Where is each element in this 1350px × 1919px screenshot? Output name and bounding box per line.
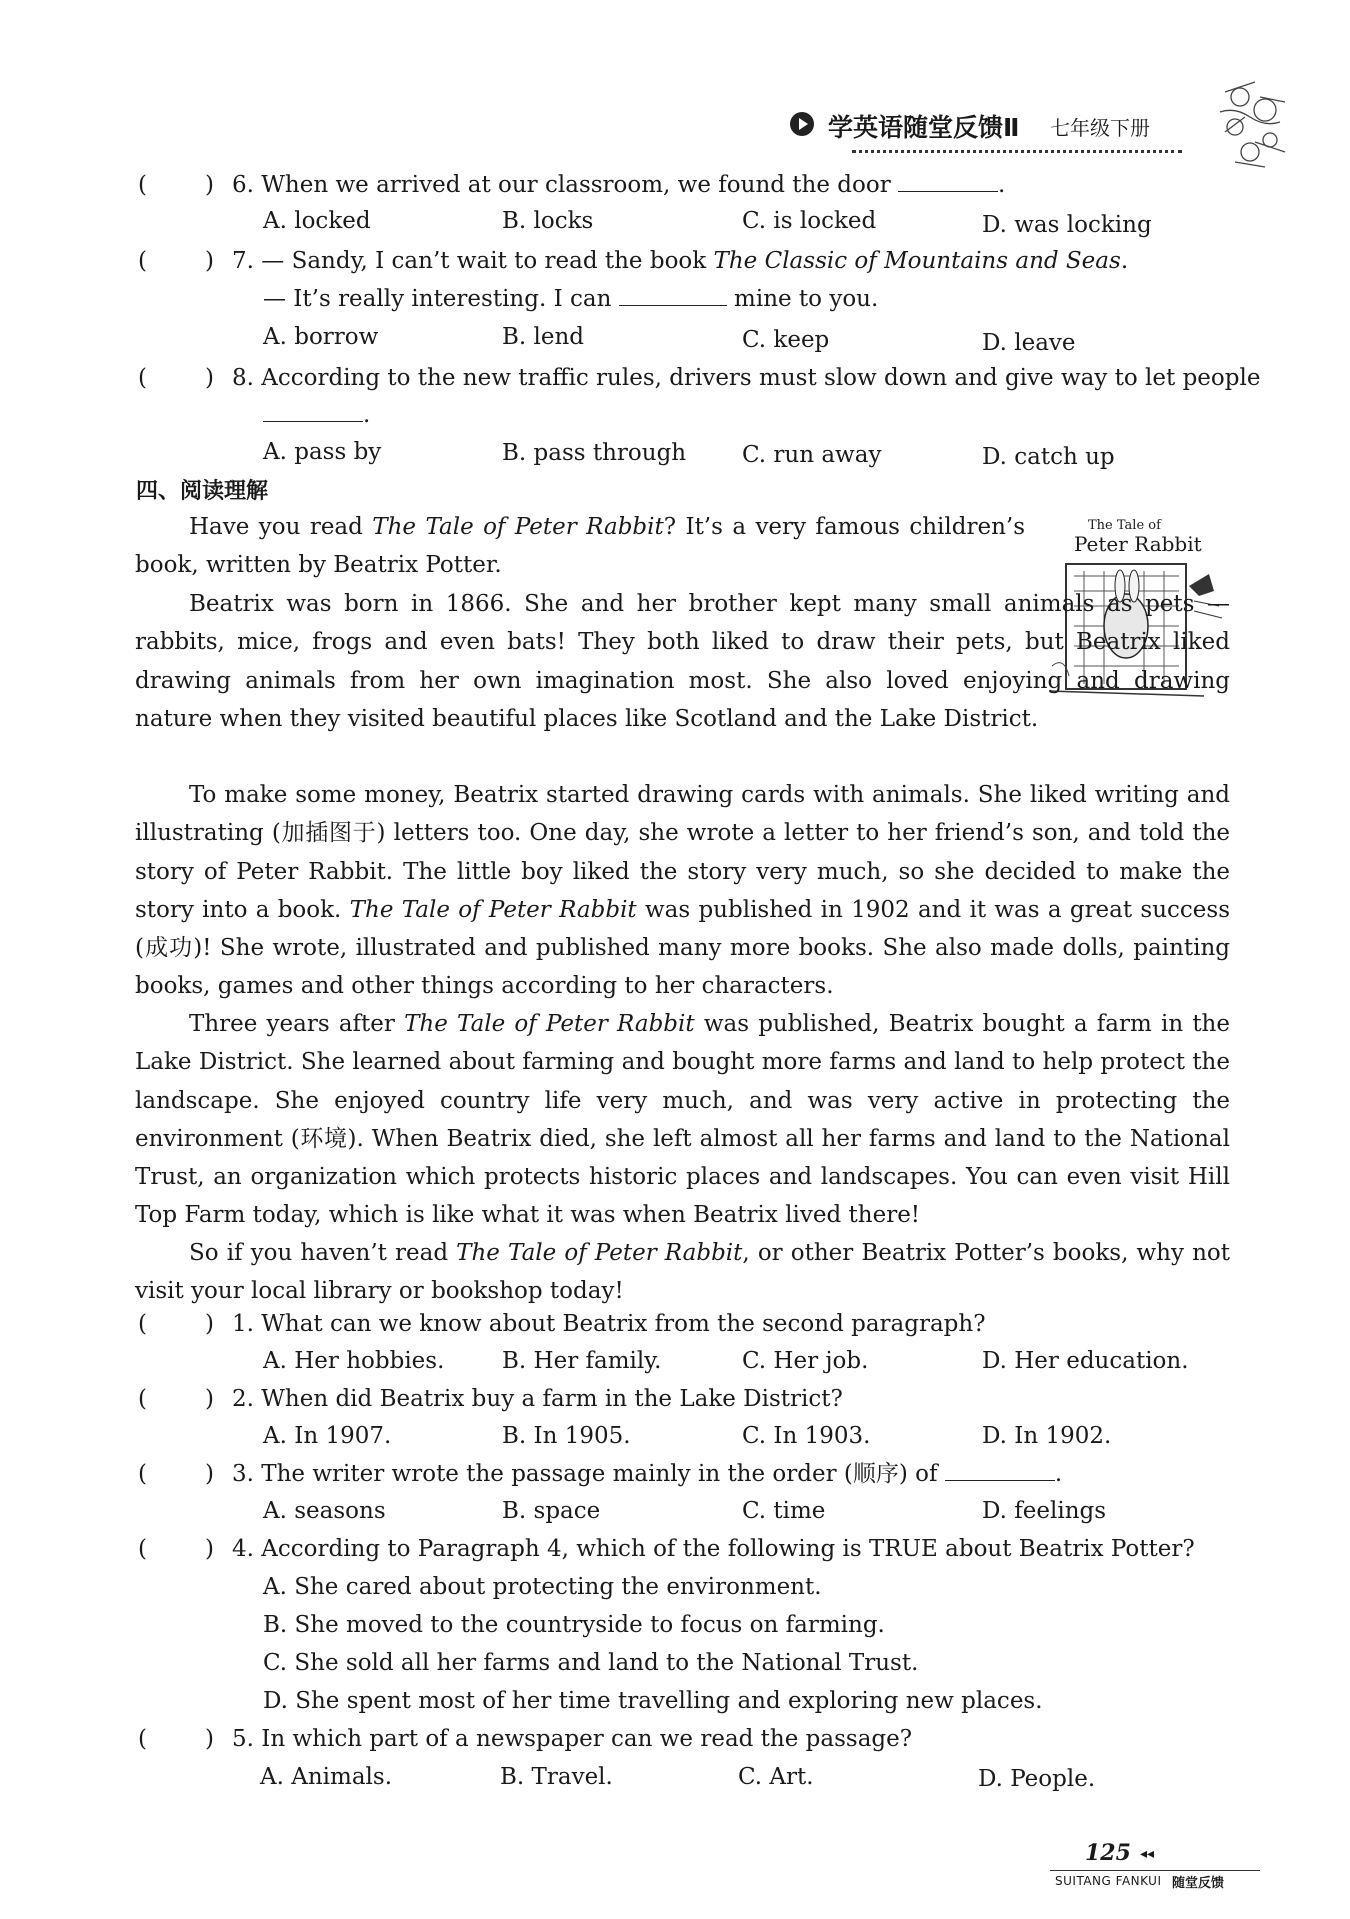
answer-paren[interactable]: (: [138, 1461, 147, 1487]
option-c[interactable]: C. keep: [742, 327, 830, 353]
p1-text-rest: ? It’s a very famous children’s book, written by Beatrix Potter.: [135, 514, 1025, 579]
book-title: The Classic of Mountains and Seas: [713, 248, 1121, 274]
question-stem: — Sandy, I can’t wait to read the book: [261, 248, 707, 274]
reading-question-2: [232, 1384, 843, 1414]
option-a[interactable]: A. pass by: [263, 439, 382, 465]
stem-end: .: [363, 402, 371, 428]
option-c[interactable]: C. She sold all her farms and land to the National Trust.: [263, 1650, 919, 1676]
answer-paren-close: ): [205, 1726, 214, 1752]
book-cover-caption-small: The Tale of: [1088, 518, 1161, 533]
question-stem: What can we know about Beatrix from the second paragraph?: [261, 1311, 986, 1337]
page-header: [790, 100, 1260, 160]
footer-brand-cn: 随堂反馈: [1172, 1876, 1225, 1891]
book-cover-caption: Peter Rabbit: [1074, 532, 1202, 556]
question-number: 4.: [232, 1536, 254, 1562]
arrow-left-icon: ◂◂: [1140, 1846, 1155, 1862]
p1-book-title: The Tale of Peter Rabbit: [372, 514, 664, 540]
stem-end: .: [1120, 248, 1129, 274]
answer-paren[interactable]: (: [138, 248, 147, 274]
option-d[interactable]: D. leave: [982, 330, 1076, 356]
reading-question-1: [232, 1309, 986, 1339]
option-c[interactable]: C. In 1903.: [742, 1423, 871, 1449]
section-title: 四、阅读理解: [136, 479, 269, 504]
answer-paren-close: ): [205, 1536, 214, 1562]
answer-blank[interactable]: [898, 171, 998, 192]
option-a[interactable]: A. She cared about protecting the environment.: [263, 1574, 822, 1600]
option-c[interactable]: C. is locked: [742, 208, 877, 234]
question-8-blank-line: [263, 400, 370, 430]
option-d[interactable]: D. People.: [978, 1766, 1096, 1792]
option-d[interactable]: D. In 1902.: [982, 1423, 1112, 1449]
p2-text: Beatrix was born in 1866. She and her brother kept many small animals as pets — rabbits, mice, frogs and even bats! They both liked to draw their pets, but Beatrix liked drawing animals from her own imagination most. She also loved enjoying and drawing nature when they visited beautiful places like Scotland and the Lake District.: [135, 591, 1230, 732]
footer-rule: [1050, 1870, 1260, 1871]
passage-paragraph-4: [135, 1005, 1230, 1235]
p5-text: So if you haven’t read: [189, 1240, 457, 1266]
question-number: 5.: [232, 1726, 254, 1752]
option-b[interactable]: B. space: [502, 1498, 601, 1524]
answer-paren[interactable]: (: [138, 1311, 147, 1337]
option-b[interactable]: B. In 1905.: [502, 1423, 631, 1449]
reading-question-4: [232, 1534, 1195, 1564]
option-a[interactable]: A. borrow: [263, 324, 379, 350]
option-d[interactable]: D. was locking: [982, 212, 1152, 238]
question-7-reply: [263, 284, 878, 314]
passage-paragraph-2: [135, 585, 1230, 738]
question-number: 6.: [232, 172, 254, 198]
question-stem: When did Beatrix buy a farm in the Lake District?: [261, 1386, 843, 1412]
option-d[interactable]: D. She spent most of her time travelling and exploring new places.: [263, 1688, 1043, 1714]
option-c[interactable]: C. Her job.: [742, 1348, 869, 1374]
question-stem: According to the new traffic rules, drivers must slow down and give way to let people: [261, 365, 1261, 391]
question-stem: In which part of a newspaper can we read the passage?: [261, 1726, 913, 1752]
option-c[interactable]: C. time: [742, 1498, 826, 1524]
reply-text: — It’s really interesting. I can: [263, 286, 612, 312]
option-d[interactable]: D. feelings: [982, 1498, 1107, 1524]
p3-text: To make some money, Beatrix started drawing cards with animals. She liked writing and illustrating (加插图于) letters too. One day, she wrote a letter to her friend’s son, and told the story of Peter Rabbit. The little boy liked the story very much, so she decided to make the story into a book.: [135, 782, 1230, 923]
answer-blank[interactable]: [945, 1460, 1055, 1481]
option-d[interactable]: D. catch up: [982, 444, 1115, 470]
p3-book-title: The Tale of Peter Rabbit: [349, 896, 637, 923]
header-subtitle: 七年级下册: [1050, 116, 1150, 140]
option-b[interactable]: B. lend: [502, 324, 585, 350]
reading-question-3: [232, 1459, 1062, 1489]
p4-book-title: The Tale of Peter Rabbit: [404, 1011, 695, 1037]
option-d[interactable]: D. Her education.: [982, 1348, 1189, 1374]
option-b[interactable]: B. pass through: [502, 440, 687, 466]
p5-text-rest: , or other Beatrix Potter’s books, why not visit your local library or bookshop today!: [135, 1240, 1230, 1305]
question-stem: The writer wrote the passage mainly in the order (顺序) of: [261, 1461, 938, 1487]
question-7: [232, 246, 1128, 276]
option-a[interactable]: A. seasons: [263, 1498, 386, 1524]
answer-blank[interactable]: [619, 285, 727, 306]
passage-paragraph-5: [135, 1234, 1230, 1311]
answer-blank[interactable]: [263, 401, 363, 422]
answer-paren[interactable]: (: [138, 1386, 147, 1412]
answer-paren-close: ): [205, 1386, 214, 1412]
option-b[interactable]: B. locks: [502, 208, 594, 234]
question-number: 8.: [232, 365, 254, 391]
passage-paragraph-3: [135, 776, 1230, 1006]
option-c[interactable]: C. Art.: [738, 1764, 814, 1790]
question-stem: According to Paragraph 4, which of the following is TRUE about Beatrix Potter?: [261, 1536, 1195, 1562]
p5-book-title: The Tale of Peter Rabbit: [456, 1240, 743, 1266]
answer-paren[interactable]: (: [138, 172, 147, 198]
answer-paren[interactable]: (: [138, 365, 147, 391]
answer-paren-close: ): [205, 248, 214, 274]
answer-paren-close: ): [205, 1311, 214, 1337]
question-number: 3.: [232, 1461, 254, 1487]
option-b[interactable]: B. Travel.: [500, 1764, 613, 1790]
question-number: 1.: [232, 1311, 254, 1337]
p4-text: Three years after: [189, 1011, 405, 1037]
header-decoration-icon: [1205, 72, 1295, 182]
stem-end: .: [1054, 1461, 1063, 1487]
passage-paragraph-1: [135, 508, 1025, 585]
answer-paren-close: ): [205, 172, 214, 198]
option-b[interactable]: B. She moved to the countryside to focus on farming.: [263, 1612, 885, 1638]
answer-paren-close: ): [205, 365, 214, 391]
answer-paren[interactable]: (: [138, 1536, 147, 1562]
question-number: 7.: [232, 248, 254, 274]
answer-paren[interactable]: (: [138, 1726, 147, 1752]
option-b[interactable]: B. Her family.: [502, 1348, 662, 1374]
p4-text-rest: was published, Beatrix bought a farm in the Lake District. She learned about farming and bought more farms and land to help protect the landscape. She enjoyed country life very much, and was very active in protecting the environment (环境). When Beatrix died, she left almost all her farms and land to the National Trust, an organization which protects historic places and landscapes. You can even visit Hill Top Farm today, which is like what it was when Beatrix lived there!: [135, 1011, 1230, 1229]
p3-text-rest: was published in 1902 and it was a great success (成功)! She wrote, illustrated and published many more books. She also made dolls, painting books, games and other things according to her characters.: [135, 896, 1231, 1000]
reply-text-end: mine to you.: [734, 286, 879, 312]
option-c[interactable]: C. run away: [742, 442, 882, 468]
option-a[interactable]: A. Animals.: [260, 1764, 393, 1790]
play-icon: [790, 112, 814, 136]
footer-brand-en: SUITANG FANKUI: [1055, 1874, 1162, 1888]
reading-question-5: [232, 1724, 912, 1754]
question-6: [232, 170, 1005, 200]
option-a[interactable]: A. Her hobbies.: [263, 1348, 445, 1374]
option-a[interactable]: A. In 1907.: [263, 1423, 392, 1449]
question-8: [232, 363, 1260, 393]
stem-end: .: [998, 172, 1006, 198]
p1-text: Have you read: [189, 514, 373, 540]
page-number: 125: [1085, 1840, 1131, 1866]
header-title: 学英语随堂反馈Ⅱ: [828, 113, 1020, 142]
question-number: 2.: [232, 1386, 254, 1412]
question-stem: When we arrived at our classroom, we found the door: [261, 172, 891, 198]
answer-paren-close: ): [205, 1461, 214, 1487]
header-dotted-rule: [852, 150, 1182, 153]
option-a[interactable]: A. locked: [263, 208, 371, 234]
